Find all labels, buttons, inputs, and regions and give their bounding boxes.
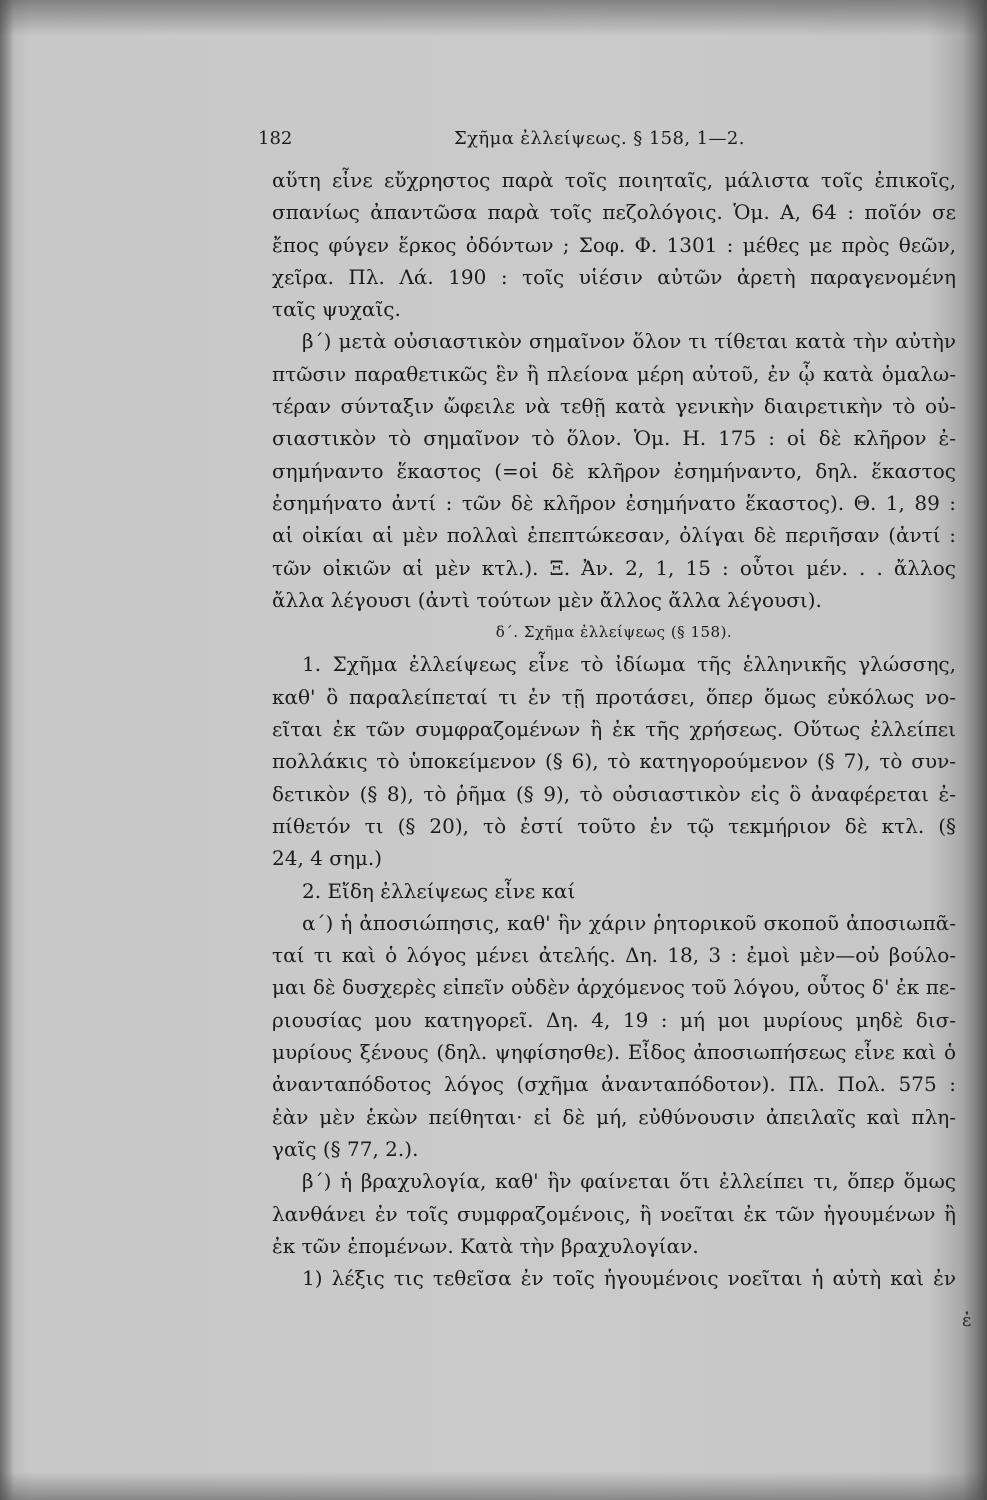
text-line: γαῖς (§ 77, 2.). [272,1136,419,1161]
text-line: α΄) ἡ ἀποσιώπησις, καθ' ἣν χάριν ῥητορικοῦ σκοποῦ ἀποσιωπᾶ- [302,910,956,935]
text-line: αὕτη εἶνε εὔχρηστος παρὰ τοῖς ποιηταῖς, μάλιστα τοῖς ἐπικοῖς, [272,168,956,192]
text-line: ἐκ τῶν ἑπομένων. Κατὰ τὴν βραχυλογίαν. [272,1233,699,1258]
text-line: ἔπος φύγεν ἕρκος ὀδόντων ; Σοφ. Φ. 1301 : μέθες με πρὸς θεῶν, [272,232,956,257]
text-line: 1) λέξις τις τεθεῖσα ἐν τοῖς ἡγουμένοις νοεῖται ἡ αὐτὴ καὶ ἐν [302,1266,956,1291]
text-line: ἐσημήνατο ἀντί : τῶν δὲ κλῆρον ἐσημήνατο ἕκαστος). Θ. 1, 89 : [272,490,956,515]
text-line: ταί τι καὶ ὁ λόγος μένει ἀτελής. Δη. 18, 3 : ἐμοὶ μὲν—οὐ βούλο- [272,943,956,968]
body-text [272,164,956,1294]
text-line: ριουσίας μου κατηγορεῖ. Δη. 4, 19 : μή μοι μυρίους μηδὲ δισ- [272,1007,956,1032]
text-line: σπανίως ἀπαντῶσα παρὰ τοῖς πεζολόγοις. Ὁμ. Α, 64 : ποῖόν σε [272,200,956,225]
text-line: 1. Σχῆμα ἐλλείψεως εἶνε τὸ ἰδίωμα τῆς ἑλληνικῆς γλώσσης, [302,652,956,677]
running-head: Σχῆμα ἐλλείψεως. § 158, 1—2. [454,128,745,149]
text-line: ταῖς ψυχαῖς. [272,297,401,322]
text-line: μυρίους ξένους (δηλ. ψηφίσησθε). Εἶδος ἀποσιωπήσεως εἶνε καὶ ὁ [272,1040,956,1065]
text-line: σιαστικὸν τὸ σημαῖνον τὸ ὅλον. Ὁμ. Η. 175 : οἱ δὲ κλῆρον ἐ- [272,426,956,451]
text-line: ἐὰν μὲν ἑκὼν πείθηται· εἰ δὲ μή, εὐθύνουσιν ἀπειλαῖς καὶ πλη- [272,1104,956,1129]
text-line: β΄) μετὰ οὐσιαστικὸν σημαῖνον ὅλον τι τίθεται κατὰ τὴν αὐτὴν [302,329,956,354]
text-line: εῖται ἐκ τῶν συμφραζομένων ἢ ἐκ τῆς χρήσεως. Οὕτως ἐλλείπει [272,717,956,742]
page-number: 182 [258,128,293,149]
text-line: καθ' ὃ παραλείπεταί τι ἐν τῇ προτάσει, ὅπερ ὅμως εὐκόλως νο- [272,684,956,709]
text-line: πτῶσιν παραθετικῶς ἓν ἢ πλείονα μέρη αὐτοῦ, ἐν ᾧ κατὰ ὁμαλω- [272,361,956,386]
text-line: τέραν σύνταξιν ὤφειλε νὰ τεθῇ κατὰ γενικὴν διαιρετικὴν τὸ οὐ- [272,394,956,419]
section-heading: δ΄. Σχῆμα ἐλλείψεως (§ 158). [495,623,733,642]
text-line: 2. Εἴδη ἐλλείψεως εἶνε καί [302,878,576,903]
text-line: β΄) ἡ βραχυλογία, καθ' ἣν φαίνεται ὅτι ἐλλείπει τι, ὅπερ ὅμως [302,1169,956,1194]
text-line: μαι δὲ δυσχερὲς εἰπεῖν οὐδὲν ἀρχόμενος τοῦ λόγου, οὗτος δ' ἐκ πε- [272,975,956,1000]
binding-shadow-bottom [0,1472,987,1500]
text-line: τῶν οἰκιῶν αἱ μὲν κτλ.). Ξ. Ἀν. 2, 1, 15 : οὗτοι μέν. . . ἄλλος [272,555,956,580]
text-line: ἀνανταπόδοτος λόγος (σχῆμα ἀνανταπόδοτον). Πλ. Πολ. 575 : [272,1072,956,1097]
page-header [258,128,958,158]
text-line: 24, 4 σημ.) [272,846,383,871]
text-line: λανθάνει ἐν τοῖς συμφραζομένοις, ἢ νοεῖται ἐκ τῶν ἡγουμένων ἢ [272,1201,956,1226]
text-line: χεῖρα. Πλ. Λά. 190 : τοῖς υἱέσιν αὐτῶν ἀρετὴ παραγενομένη [272,264,956,289]
text-line: σημήναντο ἕκαστος (=οἱ δὲ κλῆρον ἐσημήναντο, δηλ. ἕκαστος [272,458,956,483]
binding-shadow-top [0,0,987,36]
text-line: πολλάκις τὸ ὑποκείμενον (§ 6), τὸ κατηγορούμενον (§ 7), τὸ συν- [272,749,956,774]
margin-mark: ἐ [962,1310,972,1331]
text-line: ἄλλα λέγουσι (ἀντὶ τούτων μὲν ἄλλος ἄλλα λέγουσι). [272,587,822,612]
text-line: αἱ οἰκίαι αἱ μὲν πολλαὶ ἐπεπτώκεσαν, ὀλίγαι δὲ περιῆσαν (ἀντί : [272,523,956,548]
text-line: δετικὸν (§ 8), τὸ ῥῆμα (§ 9), τὸ οὐσιαστικὸν εἰς ὃ ἀναφέρεται ἐ- [272,781,956,806]
text-line: πίθετόν τι (§ 20), τὸ ἐστί τοῦτο ἐν τῷ τεκμήριον δὲ κτλ. (§ [272,813,956,838]
